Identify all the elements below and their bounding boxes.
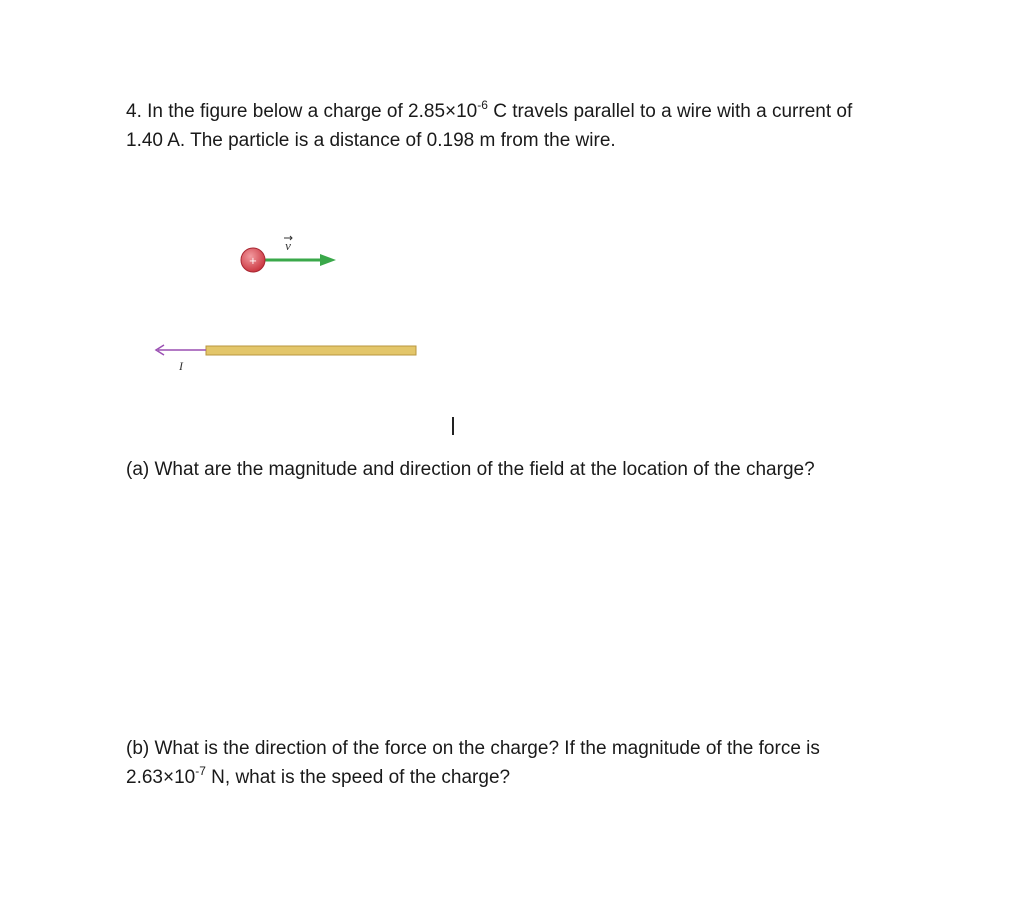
charge-exponent: -6 bbox=[477, 97, 488, 112]
question-b-line2-part2: N, what is the speed of the charge? bbox=[205, 767, 511, 788]
charge-particle bbox=[241, 248, 265, 272]
question-b bbox=[126, 734, 820, 792]
problem-number: 4. bbox=[126, 101, 142, 122]
problem-statement bbox=[126, 97, 852, 155]
current-arrow bbox=[156, 345, 206, 355]
problem-line1-part1: In the figure below a charge of 2.85×10 bbox=[141, 101, 478, 122]
velocity-arrow bbox=[264, 254, 336, 266]
velocity-label: v bbox=[285, 238, 291, 253]
problem-line1-part2: C travels parallel to a wire with a current of bbox=[487, 101, 853, 122]
charge-sign: + bbox=[248, 256, 258, 267]
physics-figure bbox=[140, 220, 440, 380]
problem-line2: 1.40 A. The particle is a distance of 0.198 m from the wire. bbox=[126, 130, 616, 151]
force-exponent: -7 bbox=[195, 763, 206, 778]
question-a: (a) What are the magnitude and direction of the field at the location of the charge? bbox=[126, 459, 815, 480]
question-b-line1: (b) What is the direction of the force on the charge? If the magnitude of the force is bbox=[126, 738, 820, 759]
text-cursor bbox=[452, 417, 454, 435]
current-label: I bbox=[179, 359, 183, 373]
question-b-line2-part1: 2.63×10 bbox=[126, 767, 196, 788]
wire bbox=[206, 346, 416, 355]
